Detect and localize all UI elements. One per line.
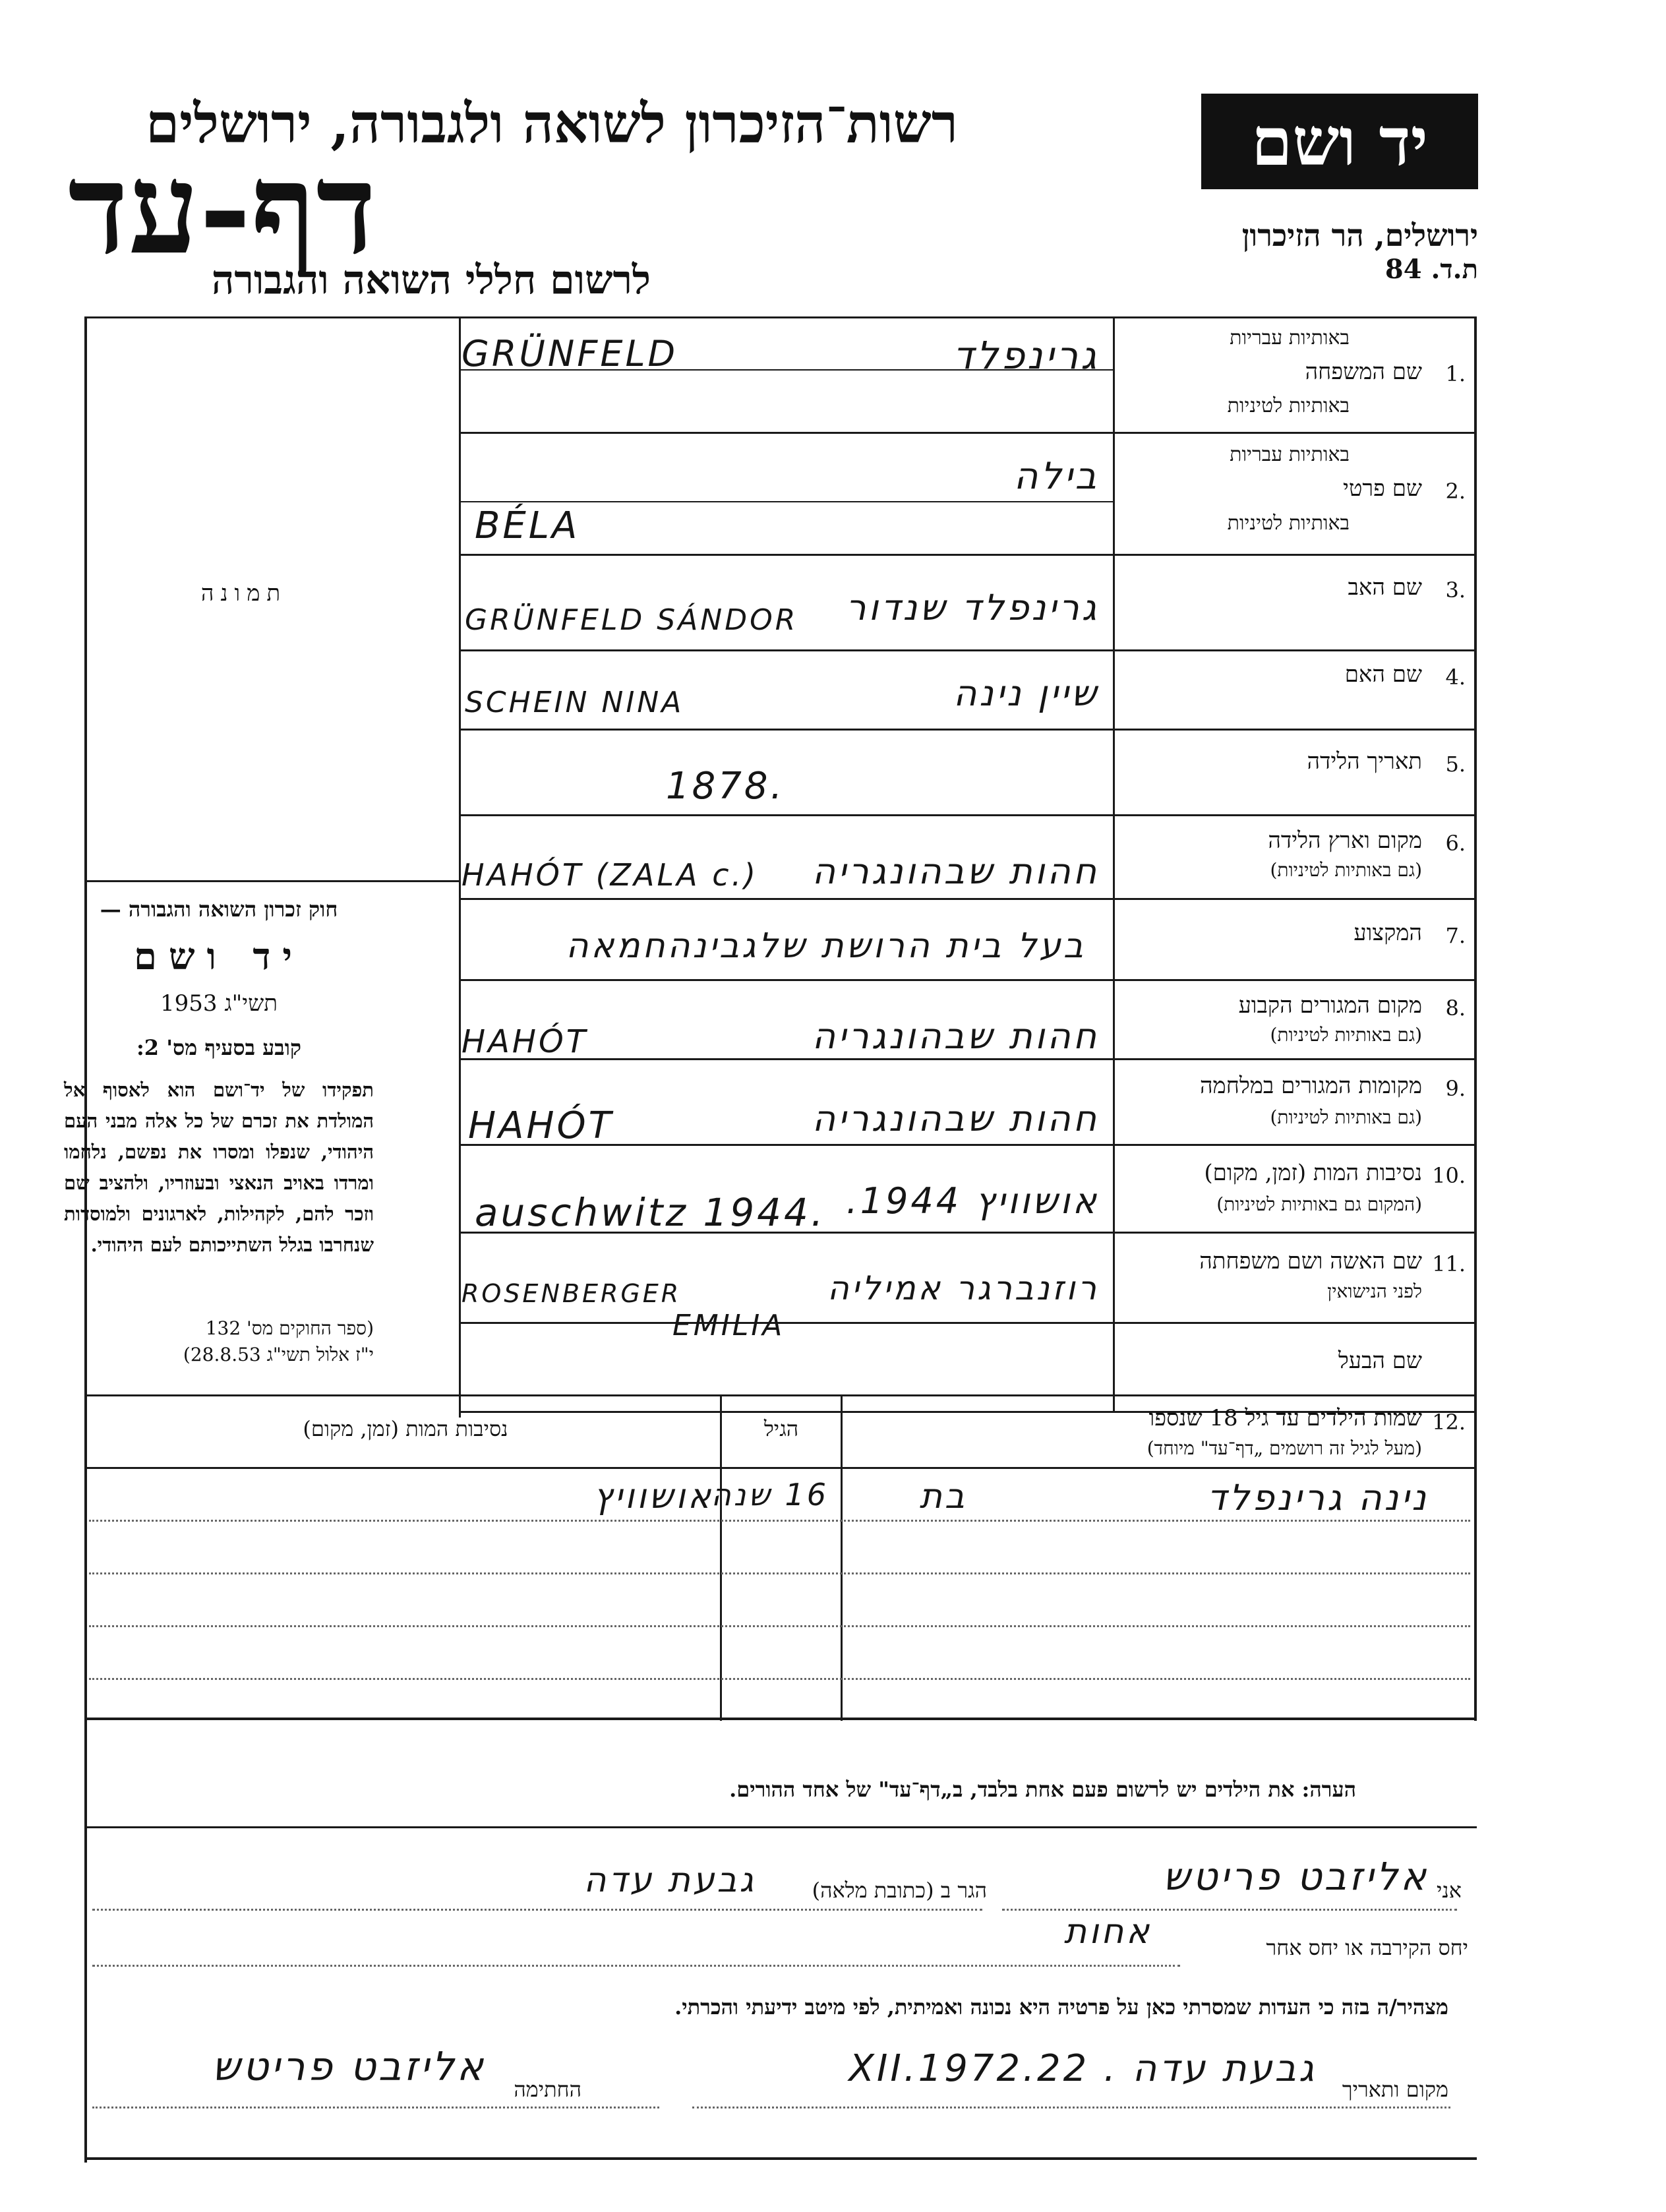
field-9-number: 9. xyxy=(1445,1076,1466,1101)
field-4-number: 4. xyxy=(1445,665,1466,690)
law-year: תשי"ג 1953 xyxy=(160,990,278,1017)
left-column-divider xyxy=(459,316,461,1418)
witness-relation-line xyxy=(92,1965,1180,1967)
row-separator xyxy=(459,729,1477,731)
row-separator xyxy=(459,898,1477,900)
form-right-border xyxy=(1474,316,1477,1411)
field-2-number: 2. xyxy=(1445,479,1466,504)
wife-name-hebrew-value: רוזנברגר אמיליה xyxy=(827,1269,1099,1307)
law-source xyxy=(64,1315,374,1368)
field-5-number: 5. xyxy=(1445,752,1466,777)
hebrew-letters-hint: באותיות עבריות xyxy=(1230,443,1350,466)
field-1-label: שם המשפחה xyxy=(1305,359,1422,385)
mother-name-hebrew-value: שיין נינה xyxy=(953,673,1099,714)
mother-name-latin-value: SCHEIN NINA xyxy=(465,686,684,719)
children-row-line xyxy=(89,1625,1470,1627)
wife-given-latin-value: EMILIA xyxy=(672,1309,785,1342)
latin-letters-hint: באותיות לטיניות xyxy=(1227,394,1350,417)
wife-surname-latin-value: ROSENBERGER xyxy=(461,1279,682,1308)
children-col-divider-2 xyxy=(720,1394,722,1721)
children-sub: (מעל לגיל זה רושמים „דף־עד" מיוחד) xyxy=(1146,1437,1422,1459)
place-date-value: גבעת עדה . 22.XII.1972 xyxy=(848,2047,1317,2090)
field-6-number: 6. xyxy=(1445,831,1466,856)
signature-label: החתימה xyxy=(514,2077,581,2102)
field-8-latin-hint: (גם באותיות לטיניות) xyxy=(1270,1024,1422,1046)
law-text: תפקידו של יד־ושם הוא לאסוף אל המולדת את זכרם של כל אלה מבני העם היהודי, שנפלו ומסרו את נפשם, נלחמו ומרדו באויב הנאצי ובעוזריו, ולהציב שם וזכר להם, לקהילות, לארגונים ולמוסדות שנחרבו בגלל השתייכותם לעם היהודי. xyxy=(64,1079,374,1256)
declaration-text: מצהיר/ה בזה כי העדות שמסרתי כאן על פרטיה היא נכונה ואמיתית, לפי מיטב ידיעתי והכרתי. xyxy=(674,1994,1448,2019)
field-10-label: נסיבות המות (זמן, מקום) xyxy=(1204,1160,1422,1186)
row-separator xyxy=(459,554,1477,556)
field-11-label: שם האשה ושם משפחתה xyxy=(1199,1248,1422,1274)
children-field-number: 12. xyxy=(1432,1410,1466,1435)
surname-latin-value: GRÜNFELD xyxy=(461,333,678,374)
children-col-divider-1 xyxy=(841,1394,843,1721)
field-9-label: מקומות המגורים במלחמה xyxy=(1200,1073,1422,1099)
field-8-number: 8. xyxy=(1445,996,1466,1021)
witness-relation-value: אחות xyxy=(1063,1912,1152,1952)
place-date-label: מקום ותאריך xyxy=(1342,2077,1448,2102)
children-table-right xyxy=(1474,1394,1477,1721)
row-separator xyxy=(459,649,1477,651)
address-line-1: ירושלים, הר הזיכרון xyxy=(1241,218,1478,253)
children-table-bottom xyxy=(84,1718,1477,1720)
child-1-relation: בת xyxy=(919,1477,967,1516)
field-1-number: 1. xyxy=(1445,361,1466,386)
field-4-label: שם האם xyxy=(1344,661,1422,688)
witness-i-label: אני xyxy=(1437,1878,1462,1903)
field-3-number: 3. xyxy=(1445,578,1466,603)
children-header-bottom xyxy=(84,1467,1477,1469)
field-7-number: 7. xyxy=(1445,923,1466,948)
profession-value: בעל בית הרושת שלגבינהחמאה xyxy=(566,926,1086,966)
field-8-label: מקום המגורים הקבוע xyxy=(1238,992,1422,1019)
form-bottom-border xyxy=(84,2157,1477,2160)
field-6-latin-hint: (גם באותיות לטיניות) xyxy=(1270,859,1422,881)
war-residence-latin-value: HAHÓT xyxy=(468,1104,614,1147)
children-age-header: הגיל xyxy=(763,1416,799,1441)
row-separator xyxy=(459,1058,1477,1060)
field-5-label: תאריך הלידה xyxy=(1307,748,1422,775)
father-name-hebrew-value: גרינפלד שנדור xyxy=(845,587,1099,628)
children-row-line xyxy=(89,1678,1470,1680)
document-title: דף-עד xyxy=(68,135,376,282)
law-name: יד ושם xyxy=(133,935,305,978)
photo-law-divider xyxy=(84,880,459,882)
child-1-death: אושוויץ xyxy=(593,1477,713,1516)
father-name-latin-value: GRÜNFELD SÁNDOR xyxy=(465,603,798,637)
field-10-sub: (המקום גם באותיות לטיניות) xyxy=(1216,1193,1422,1215)
hebrew-letters-hint: באותיות עבריות xyxy=(1230,326,1350,349)
witness-name-value: אליזבט פריטש xyxy=(1163,1854,1429,1899)
surname-hebrew-value: גרינפלד xyxy=(953,333,1099,378)
law-source-line-1: (ספר החוקים מס' 132 xyxy=(205,1317,374,1339)
death-hebrew-value: אושוויץ 1944. xyxy=(846,1180,1099,1222)
signature-value: אליזבט פריטש xyxy=(212,2044,486,2090)
field-3-label: שם האב xyxy=(1348,574,1422,601)
row-separator xyxy=(459,814,1477,816)
death-latin-value: auschwitz 1944. xyxy=(475,1190,826,1235)
document-subtitle: לרשום חללי השואה והגבורה xyxy=(211,257,651,303)
address-line-2: ת.ד. 84 xyxy=(1384,254,1478,285)
note-bottom-line xyxy=(84,1826,1477,1828)
husband-label: שם הבעל xyxy=(1338,1348,1422,1374)
field-11-sub: לפני הנישואין xyxy=(1327,1280,1422,1302)
children-table-top xyxy=(84,1394,1477,1396)
organization-title: רשות־הזיכרון לשואה ולגבורה, ירושלים xyxy=(145,92,959,156)
photo-placeholder-label: תמונה xyxy=(200,580,287,607)
given-name-hebrew-value: בילה xyxy=(1013,455,1099,498)
children-row-line xyxy=(89,1520,1470,1522)
law-clause: קובע בסעיף מס' 2: xyxy=(136,1035,301,1060)
war-residence-hebrew-value: חהות שבהונגריה xyxy=(812,1098,1099,1139)
witness-relation-label: יחס הקירבה או יחס אחר xyxy=(1266,1935,1468,1960)
witness-address-value: גבעת עדה xyxy=(583,1861,756,1900)
field-6-label: מקום וארץ הלידה xyxy=(1268,827,1422,854)
children-row-line xyxy=(89,1572,1470,1574)
law-title: חוק זכרון השואה והגבורה — xyxy=(100,897,338,922)
birth-place-latin-value: HAHÓT (ZALA c.) xyxy=(461,857,759,893)
row-separator xyxy=(459,1322,1477,1324)
field-2-label: שם פרטי xyxy=(1342,475,1422,502)
birth-date-value: 1878. xyxy=(666,765,785,808)
latin-letters-hint: באותיות לטיניות xyxy=(1227,512,1350,535)
given-name-latin-value: BÉLA xyxy=(475,504,580,547)
witness-name-line xyxy=(1002,1909,1457,1911)
child-1-name: נינה גרינפלד xyxy=(1206,1477,1429,1518)
field-11-number: 11. xyxy=(1432,1251,1466,1276)
children-note: הערה: את הילדים יש לרשום פעם אחת בלבד, ב„דף־עד" של אחד ההורים. xyxy=(729,1777,1356,1802)
place-date-line xyxy=(692,2107,1450,2108)
birth-place-hebrew-value: חהות שבהונגריה xyxy=(812,851,1099,892)
yad-vashem-logo: יד ושם xyxy=(1201,94,1478,189)
children-label: שמות הילדים עד גיל 18 שנספו xyxy=(1148,1405,1422,1431)
residence-latin-value: HAHÓT xyxy=(461,1023,589,1060)
residence-hebrew-value: חהות שבהונגריה xyxy=(812,1015,1099,1057)
half-row-separator xyxy=(459,501,1113,502)
children-death-header: נסיבות המות (זמן, מקום) xyxy=(303,1416,508,1441)
signature-line xyxy=(92,2107,659,2108)
field-7-label: המקצוע xyxy=(1354,920,1422,946)
child-1-age: 16 שנה xyxy=(711,1477,829,1512)
field-10-number: 10. xyxy=(1432,1163,1466,1188)
law-source-line-2: י"ז אלול תשי"ג 28.8.53) xyxy=(183,1344,374,1365)
form-top-border xyxy=(84,316,1477,318)
row-separator xyxy=(459,979,1477,981)
row-separator xyxy=(459,432,1477,434)
witness-address-line xyxy=(92,1909,982,1911)
field-9-latin-hint: (גם באותיות לטיניות) xyxy=(1270,1106,1422,1128)
witness-address-label: הגר ב (כתובת מלאה) xyxy=(812,1878,987,1903)
